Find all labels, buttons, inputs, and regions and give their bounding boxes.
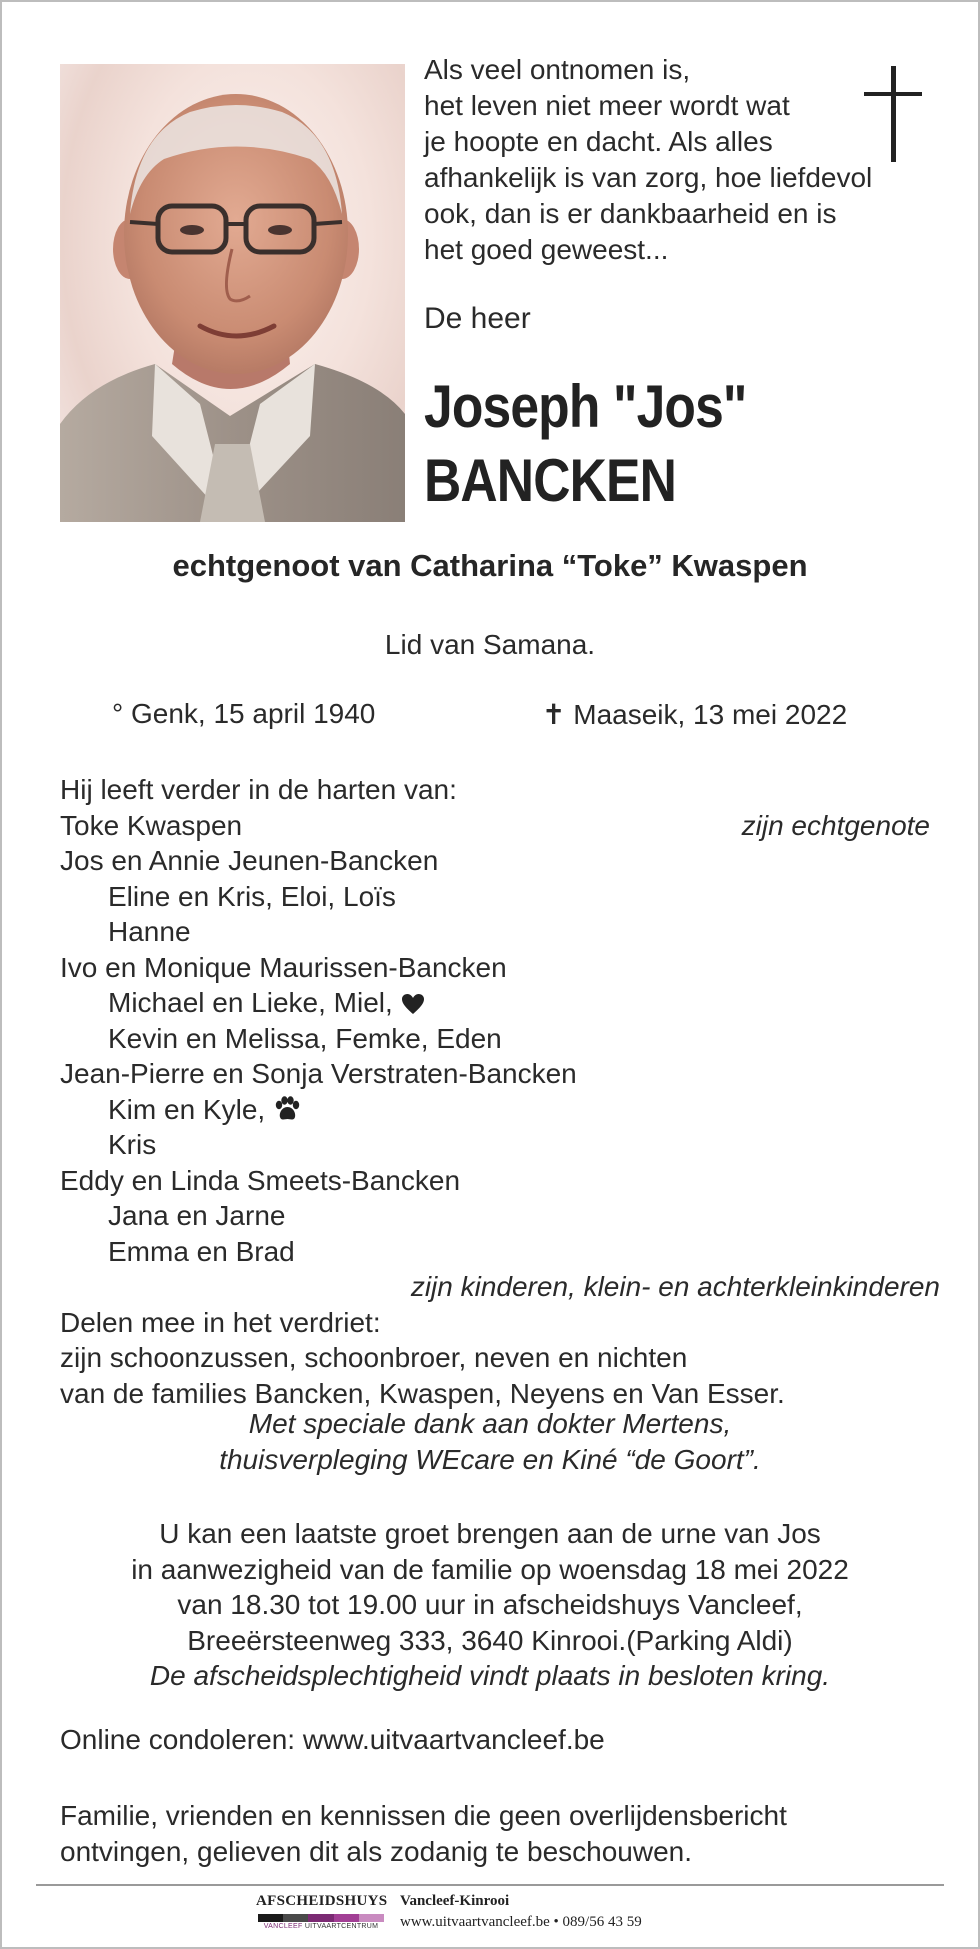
list-item-text: Michael en Lieke, Miel,: [108, 987, 393, 1018]
thanks-line: Met speciale dank aan dokter Mertens,: [248, 1408, 732, 1439]
logo-name: AFSCHEIDSHUYS: [256, 1893, 388, 1909]
logo-swatch: [283, 1914, 308, 1922]
family-list: [60, 772, 940, 1411]
spouse-relation: zijn echtgenote: [741, 809, 930, 841]
logo-subtitle: [256, 1923, 386, 1930]
deceased-first-name: Joseph "Jos": [424, 373, 747, 440]
logo-swatch: [308, 1914, 333, 1922]
children-relation: zijn kinderen, klein- en achterkleinkinderen: [410, 1271, 940, 1302]
list-item: Jean-Pierre en Sonja Verstraten-Bancken: [60, 1058, 577, 1089]
sharing-line: Delen mee in het verdriet:: [60, 1306, 381, 1338]
list-item: Ivo en Monique Maurissen-Bancken: [60, 951, 507, 983]
poem: [424, 52, 924, 268]
logo-swatch: [334, 1914, 359, 1922]
list-item: Kevin en Melissa, Femke, Eden: [108, 1022, 502, 1054]
footer-divider: [36, 1884, 944, 1886]
logo-sub-left: VANCLEEF: [263, 1923, 303, 1930]
closing-line: Familie, vrienden en kennissen die geen overlijdensbericht: [60, 1800, 787, 1831]
spouse-name: Toke Kwaspen: [60, 809, 243, 841]
poem-line: afhankelijk is van zorg, hoe liefdevol: [424, 162, 873, 193]
logo-color-bar: [258, 1914, 384, 1922]
poem-line: je hoopte en dacht. Als alles: [424, 126, 773, 157]
list-item: [60, 985, 930, 1021]
visitation-line: van 18.30 tot 19.00 uur in afscheidshuys Vancleef,: [177, 1589, 803, 1620]
paw-icon: [273, 1095, 301, 1131]
visitation-line: in aanwezigheid van de familie op woensdag 18 mei 2022: [131, 1553, 849, 1585]
online-condolence: Online condoleren: www.uitvaartvancleef.be: [60, 1724, 605, 1755]
thanks-line: thuisverpleging WEcare en Kiné “de Goort”.: [219, 1443, 761, 1475]
ceremony-note: De afscheidsplechtigheid vindt plaats in besloten kring.: [149, 1660, 831, 1691]
birth-info: ° Genk, 15 april 1940: [112, 698, 376, 729]
list-item: Eline en Kris, Eloi, Loïs: [108, 880, 396, 912]
family-intro: Hij leeft verder in de harten van:: [60, 774, 457, 805]
list-item: Hanne: [108, 916, 191, 947]
cross-icon: [864, 66, 922, 162]
title-prefix: De heer: [424, 302, 531, 335]
deceased-name: [424, 370, 747, 518]
funeral-home-contact[interactable]: www.uitvaartvancleef.be • 089/56 43 59: [400, 1914, 642, 1930]
heart-icon: [401, 988, 425, 1024]
logo-swatch: [359, 1914, 384, 1922]
sharing-line: van de families Bancken, Kwaspen, Neyens en Van Esser.: [60, 1377, 785, 1409]
list-item-text: Kim en Kyle,: [108, 1093, 266, 1125]
visitation-info: [2, 1516, 978, 1694]
visitation-line: Breeërsteenweg 333, 3640 Kinrooi.(Parking Aldi): [187, 1624, 793, 1656]
logo-swatch: [258, 1914, 283, 1922]
spouse-line: echtgenoot van Catharina “Toke” Kwaspen: [172, 548, 808, 583]
list-item: Jos en Annie Jeunen-Bancken: [60, 845, 439, 876]
closing-line: ontvingen, gelieven dit als zodanig te beschouwen.: [60, 1835, 692, 1867]
portrait-photo: [60, 64, 405, 522]
funeral-home-logo: [256, 1893, 386, 1935]
funeral-home-name: Vancleef-Kinrooi: [400, 1893, 510, 1909]
poem-line: Als veel ontnomen is,: [424, 54, 691, 85]
poem-line: het leven niet meer wordt wat: [424, 90, 790, 121]
list-item: Eddy en Linda Smeets-Bancken: [60, 1164, 461, 1196]
poem-line: het goed geweest...: [424, 234, 669, 265]
list-item: Jana en Jarne: [108, 1200, 286, 1231]
family-spouse-row: [60, 808, 930, 844]
list-item: Kris: [108, 1129, 157, 1160]
closing-note: [60, 1798, 787, 1869]
membership-line: Lid van Samana.: [384, 629, 596, 660]
list-item: [60, 1092, 930, 1128]
list-item: Emma en Brad: [108, 1235, 295, 1267]
thanks-note: [2, 1406, 978, 1477]
logo-sub-right: UITVAARTCENTRUM: [304, 1923, 379, 1930]
visitation-line: U kan een laatste groet brengen aan de urne van Jos: [159, 1518, 821, 1549]
death-info: ✝ Maaseik, 13 mei 2022: [542, 699, 848, 730]
sharing-line: zijn schoonzussen, schoonbroer, neven en nichten: [60, 1342, 688, 1373]
poem-line: ook, dan is er dankbaarheid en is: [424, 198, 837, 229]
deceased-last-name: BANCKEN: [424, 447, 676, 514]
